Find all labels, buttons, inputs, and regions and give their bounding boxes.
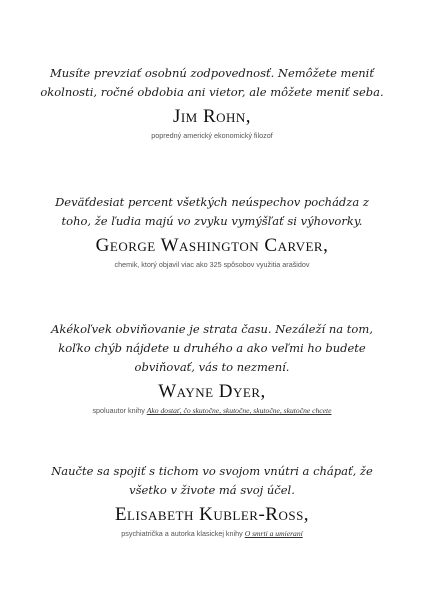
author-description bbox=[40, 130, 384, 141]
author-description bbox=[40, 528, 384, 539]
quote-block bbox=[40, 462, 384, 539]
author-description-text: popredný americký ekonomický filozof bbox=[151, 131, 273, 140]
book-title-link[interactable]: O smrti a umieraní bbox=[244, 529, 303, 538]
quote-block bbox=[40, 64, 384, 141]
quote-author: Wayne Dyer, bbox=[158, 381, 266, 402]
quote-author: Jim Rohn, bbox=[172, 106, 252, 127]
quote-author: Elisabeth Kubler-Ross, bbox=[114, 504, 310, 525]
quote-block bbox=[40, 320, 384, 416]
quote-text: Deväťdesiat percent všetkých neúspechov pochádza z toho, že ľudia majú vo zvyku vymýšľať si výhovorky. bbox=[55, 195, 369, 228]
quote-text: Akékoľvek obviňovanie je strata času. Nezáleží na tom, koľko chýb nájdete u druhého a ako veľmi ho budete obviňovať, vás to nezmení. bbox=[51, 322, 373, 374]
author-description-text: chemik, ktorý objavil viac ako 325 spôsobov využitia arašidov bbox=[114, 260, 310, 269]
quote-author: George Washington Carver, bbox=[95, 235, 329, 256]
author-description-text: spoluautor knihy bbox=[92, 406, 145, 415]
quote-text: Naučte sa spojiť s tichom vo svojom vnútri a chápať, že všetko v živote má svoj účel. bbox=[51, 464, 373, 497]
author-description-text: psychiatrička a autorka klasickej knihy bbox=[121, 529, 243, 538]
quote-text: Musíte prevziať osobnú zodpovednosť. Nemôžete meniť okolnosti, ročné obdobia ani vietor, ale môžete meniť seba. bbox=[40, 66, 384, 99]
quote-block bbox=[40, 193, 384, 270]
author-description bbox=[40, 405, 384, 416]
author-description bbox=[40, 259, 384, 270]
book-title-link[interactable]: Ako dostať, čo skutočne, skutočne, skutočne, skutočne chcete bbox=[146, 406, 332, 415]
